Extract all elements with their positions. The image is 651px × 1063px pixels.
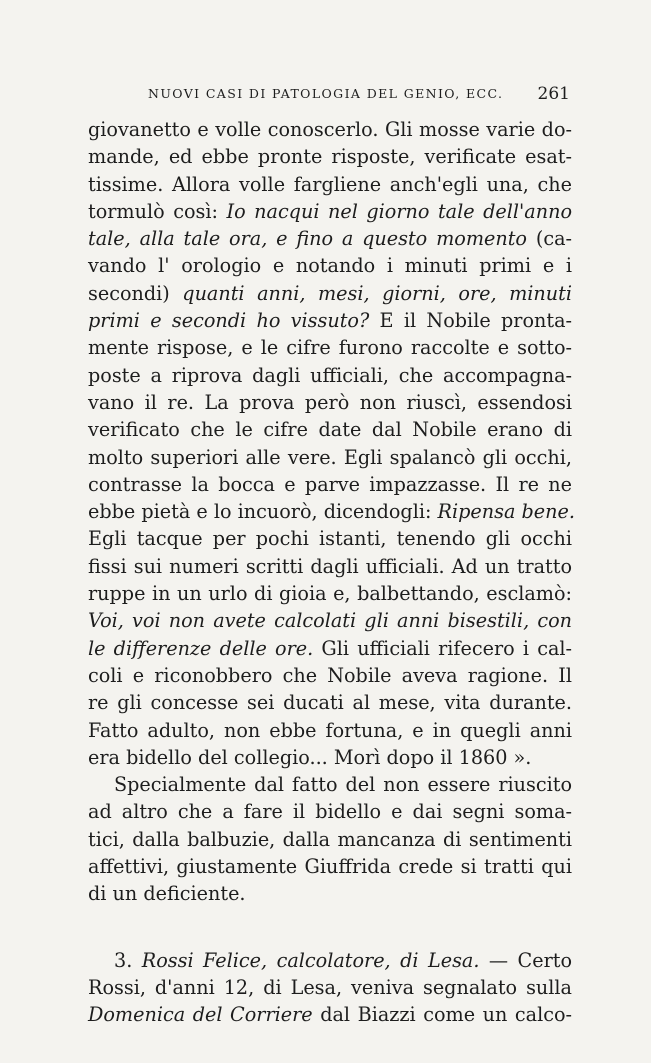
text-line: [88, 416, 572, 443]
text-line: [88, 947, 572, 974]
text-segment: vano il re. La prova però non riuscì, essendosi: [88, 390, 572, 414]
text-segment: poste a riprova dagli ufficiali, che accompagna-: [88, 363, 572, 387]
text-line: [88, 662, 572, 689]
text-line: [88, 717, 572, 744]
text-line: [88, 974, 572, 1001]
text-segment: E il Nobile pronta-: [369, 309, 572, 333]
text-segment: ebbe pietà e lo incuorò, dicendogli:: [88, 500, 438, 524]
text-line: [88, 607, 572, 634]
italic-text: tale, alla tale ora, e fino a questo momento: [88, 227, 527, 251]
text-segment: era bidello del collegio... Morì dopo il 1860 ».: [88, 745, 532, 769]
text-line: [88, 553, 572, 580]
text-line: [88, 444, 572, 471]
text-line: [88, 525, 572, 552]
text-line: [88, 635, 572, 662]
paragraph-3: [88, 947, 572, 1029]
text-segment: Egli tacque per pochi istanti, tenendo gli occhi: [88, 527, 572, 551]
text-line: [88, 744, 572, 771]
italic-text: Domenica del Corriere: [88, 1003, 313, 1027]
text-line: [88, 334, 572, 361]
text-segment: ruppe in un urlo di gioia e, balbettando, esclamò:: [88, 582, 572, 606]
text-line: [88, 580, 572, 607]
text-segment: 3.: [114, 948, 142, 972]
italic-text: Io nacqui nel giorno tale dell'anno: [226, 199, 572, 223]
text-segment: affettivi, giustamente Giuffrida crede si tratti qui: [88, 855, 572, 879]
text-segment: verificato che le cifre date dal Nobile erano di: [88, 418, 572, 442]
text-segment: secondi): [88, 281, 183, 305]
text-segment: coli e riconobbero che Nobile aveva ragione. Il: [88, 663, 572, 687]
italic-text: primi e secondi ho vissuto?: [88, 309, 370, 333]
text-line: [88, 116, 572, 143]
text-line: [88, 225, 572, 252]
text-segment: Fatto adulto, non ebbe fortuna, e in quegli anni: [88, 718, 572, 742]
text-segment: — Certo: [479, 948, 573, 972]
text-segment: ad altro che a fare il bidello e dai segni soma-: [88, 800, 572, 824]
text-line: [88, 826, 572, 853]
text-segment: tissime. Allora volle fargliene anch'egli una, che: [88, 172, 572, 196]
text-segment: dal Biazzi come un calco-: [312, 1003, 572, 1027]
text-segment: re gli concesse sei ducati al mese, vita durante.: [88, 691, 572, 715]
text-line: [88, 252, 572, 279]
text-line: [88, 362, 572, 389]
italic-text: quanti anni, mesi, giorni, ore, minuti: [182, 281, 572, 305]
italic-text: Rossi Felice, calcolatore, di Lesa.: [141, 948, 480, 972]
text-line: [88, 171, 572, 198]
italic-text: Voi, voi non avete calcolati gli anni bisestili, con: [88, 609, 572, 633]
text-segment: Specialmente dal fatto del non essere riuscito: [114, 773, 572, 797]
paragraph-2: [88, 771, 572, 907]
text-line: [88, 280, 572, 307]
italic-text: le differenze delle ore.: [88, 636, 314, 660]
paragraph-1: [88, 116, 575, 771]
text-segment: (ca-: [527, 227, 572, 251]
section-gap: [88, 908, 572, 947]
body-text: [88, 116, 575, 1029]
text-segment: vando l' orologio e notando i minuti primi e i: [88, 254, 572, 278]
text-line: [88, 389, 572, 416]
text-segment: fissi sui numeri scritti dagli ufficiali. Ad un tratto: [88, 554, 572, 578]
text-line: [88, 853, 572, 880]
text-line: [88, 880, 572, 907]
text-segment: Rossi, d'anni 12, di Lesa, veniva segnalato sulla: [88, 975, 572, 999]
page-header: [140, 86, 570, 110]
text-segment: Gli ufficiali rifecero i cal-: [313, 636, 572, 660]
text-segment: mente rispose, e le cifre furono raccolte e sotto-: [88, 336, 572, 360]
text-segment: di un deficiente.: [88, 882, 246, 906]
text-segment: mande, ed ebbe pronte risposte, verificate esat-: [88, 145, 572, 169]
page-number: 261: [537, 84, 570, 104]
text-segment: molto superiori alle vere. Egli spalancò gli occhi,: [88, 445, 572, 469]
text-segment: contrasse la bocca e parve impazzasse. Il re ne: [88, 472, 572, 496]
italic-text: Ripensa bene.: [437, 500, 575, 524]
text-segment: giovanetto e volle conoscerlo. Gli mosse varie do-: [88, 118, 572, 141]
running-title: NUOVI CASI DI PATOLOGIA DEL GENIO, ECC.: [148, 86, 504, 101]
text-line: [88, 498, 575, 525]
text-segment: tici, dalla balbuzie, dalla mancanza di sentimenti: [88, 827, 572, 851]
text-line: [88, 143, 572, 170]
text-line: [88, 198, 572, 225]
text-line: [88, 689, 572, 716]
text-segment: tormulò così:: [88, 199, 227, 223]
text-line: [88, 798, 572, 825]
text-line: [88, 771, 572, 798]
text-line: [88, 1001, 572, 1028]
text-line: [88, 307, 572, 334]
text-line: [88, 471, 572, 498]
